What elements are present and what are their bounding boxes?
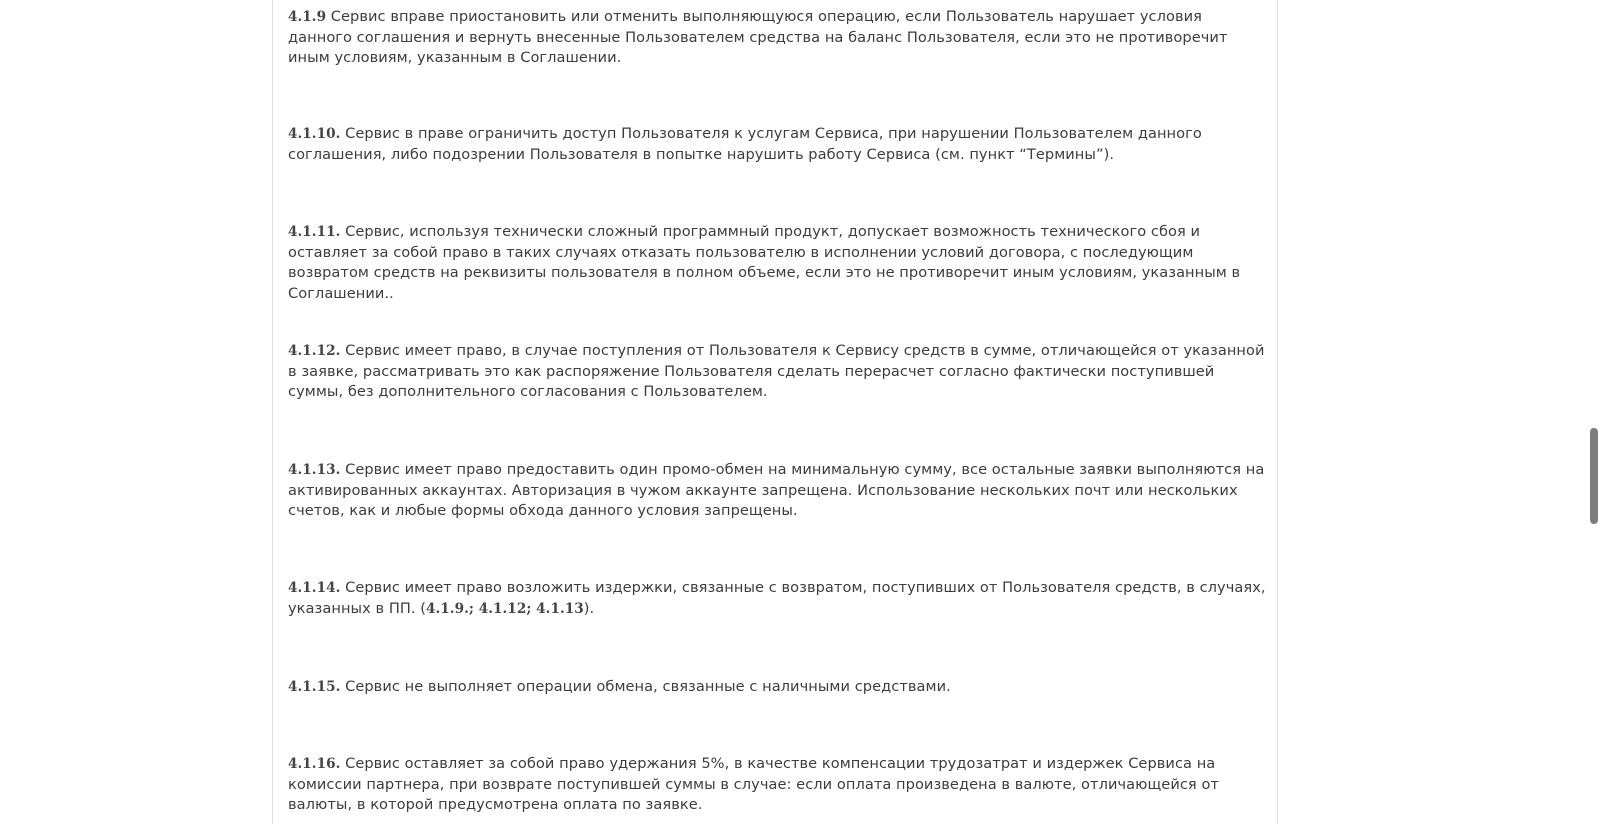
clause-number: 4.1.13. bbox=[288, 462, 341, 478]
clause-text: Сервис не выполняет операции обмена, связанные с наличными средствами. bbox=[340, 678, 951, 695]
clause-4-1-10 bbox=[288, 124, 1268, 165]
clause-4-1-12 bbox=[288, 341, 1268, 403]
clause-number: 4.1.9 bbox=[288, 9, 327, 25]
clause-text: Сервис имеет право возложить издержки, связанные с возвратом, поступивших от Пользователя средств, в случаях, указанных в ПП. ( bbox=[288, 579, 1266, 617]
clause-text: Сервис оставляет за собой право удержания 5%, в качестве компенсации трудозатрат и издержек Сервиса на комиссии партнера, при возврате поступившей суммы в случае: если оплата произведена в валюте, отличающейся от валюты, в которой предусмотрена оплата по заявке. bbox=[288, 755, 1219, 814]
clause-number: 4.1.12. bbox=[288, 343, 341, 359]
clause-number: 4.1.16. bbox=[288, 756, 341, 772]
clause-4-1-15 bbox=[288, 677, 1268, 698]
clause-4-1-13 bbox=[288, 460, 1268, 522]
clause-text: Сервис в праве ограничить доступ Пользователя к услугам Сервиса, при нарушении Пользователем данного соглашения, либо подозрении Пользователя в попытке нарушить работу Сервиса (см. пункт “Термины”). bbox=[288, 125, 1202, 163]
clause-text: Сервис имеет право предоставить один промо-обмен на минимальную сумму, все остальные заявки выполняются на активированных аккаунтах. Авторизация в чужом аккаунте запрещена. Использование нескольких почт или нескольких счетов, как и любые формы обхода данного условия запрещены. bbox=[288, 461, 1265, 520]
clause-number: 4.1.15. bbox=[288, 679, 341, 695]
clause-text: Сервис имеет право, в случае поступления от Пользователя к Сервису средств в сумме, отличающейся от указанной в заявке, рассматривать это как распоряжение Пользователя сделать перерасчет согласно фактически поступившей суммы, без дополнительного согласования с Пользователем. bbox=[288, 342, 1265, 401]
clause-4-1-9 bbox=[288, 7, 1268, 69]
clause-text: Сервис вправе приостановить или отменить выполняющуюся операцию, если Пользователь нарушает условия данного соглашения и вернуть внесенные Пользователем средства на баланс Пользователя, если это не противоречит иным условиям, указанным в Соглашении. bbox=[288, 8, 1228, 67]
clause-number: 4.1.14. bbox=[288, 580, 341, 596]
clause-text-end: ). bbox=[583, 599, 595, 617]
clause-number: 4.1.10. bbox=[288, 126, 341, 142]
clause-text: Сервис, используя технически сложный программный продукт, допускает возможность технического сбоя и оставляет за собой право в таких случаях отказать пользователю в исполнении условий договора, с последующим возвратом средств на реквизиты пользователя в полном объеме, если это не противоречит иным условиям, указанным в Соглашении.. bbox=[288, 223, 1241, 302]
clause-4-1-14 bbox=[288, 578, 1268, 619]
clause-4-1-11 bbox=[288, 222, 1268, 304]
agreement-content bbox=[272, 0, 1278, 824]
clause-number: 4.1.11. bbox=[288, 224, 341, 240]
page-scrollbar[interactable] bbox=[1588, 0, 1600, 824]
scrollbar-thumb[interactable] bbox=[1590, 428, 1598, 524]
clause-references: 4.1.9.; 4.1.12; 4.1.13 bbox=[426, 600, 584, 617]
clause-4-1-16 bbox=[288, 754, 1268, 816]
